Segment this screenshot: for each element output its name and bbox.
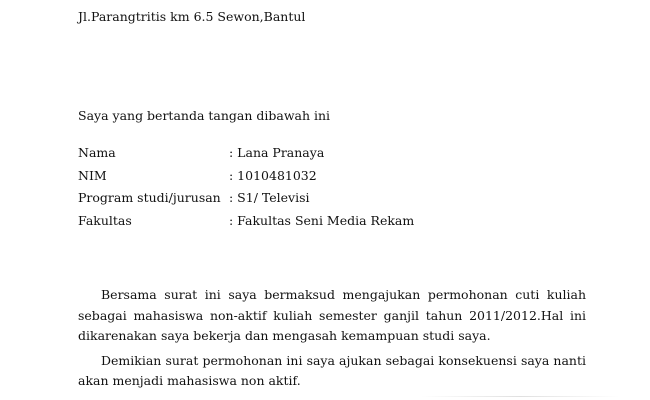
body-paragraph-closing: Demikian surat permohonan ini saya ajukan sebagai konsekuensi saya nanti akan menjadi mahasiswa non aktif. (78, 352, 586, 388)
field-row-fakultas (78, 213, 578, 236)
scan-shadow-line (420, 396, 620, 397)
sender-address: Jl.Parangtritis km 6.5 Sewon,Bantul (78, 9, 306, 24)
field-label-program-studi: Program studi/jurusan (78, 190, 221, 205)
field-label-nama: Nama (78, 145, 116, 160)
identity-fields (78, 145, 578, 235)
field-label-nim: NIM (78, 167, 107, 183)
field-value-nama: : Lana Pranaya (229, 145, 325, 160)
field-row-nim (78, 168, 578, 191)
field-row-program-studi (78, 190, 578, 213)
field-value-nim: : 1010481032 (229, 167, 317, 183)
field-value-fakultas: : Fakultas Seni Media Rekam (229, 212, 415, 228)
field-label-fakultas: Fakultas (78, 212, 132, 228)
field-row-nama (78, 145, 578, 168)
body-paragraph-request: Bersama surat ini saya bermaksud mengajukan permohonan cuti kuliah sebagai mahasiswa non-aktif kuliah semester ganjil tahun 2011/2012.Hal ini dikarenakan saya bekerja dan mengasah kemampuan studi saya. (78, 287, 586, 343)
intro-sentence: Saya yang bertanda tangan dibawah ini (78, 108, 331, 123)
letter-body (78, 285, 586, 392)
field-value-program-studi: : S1/ Televisi (229, 190, 310, 205)
